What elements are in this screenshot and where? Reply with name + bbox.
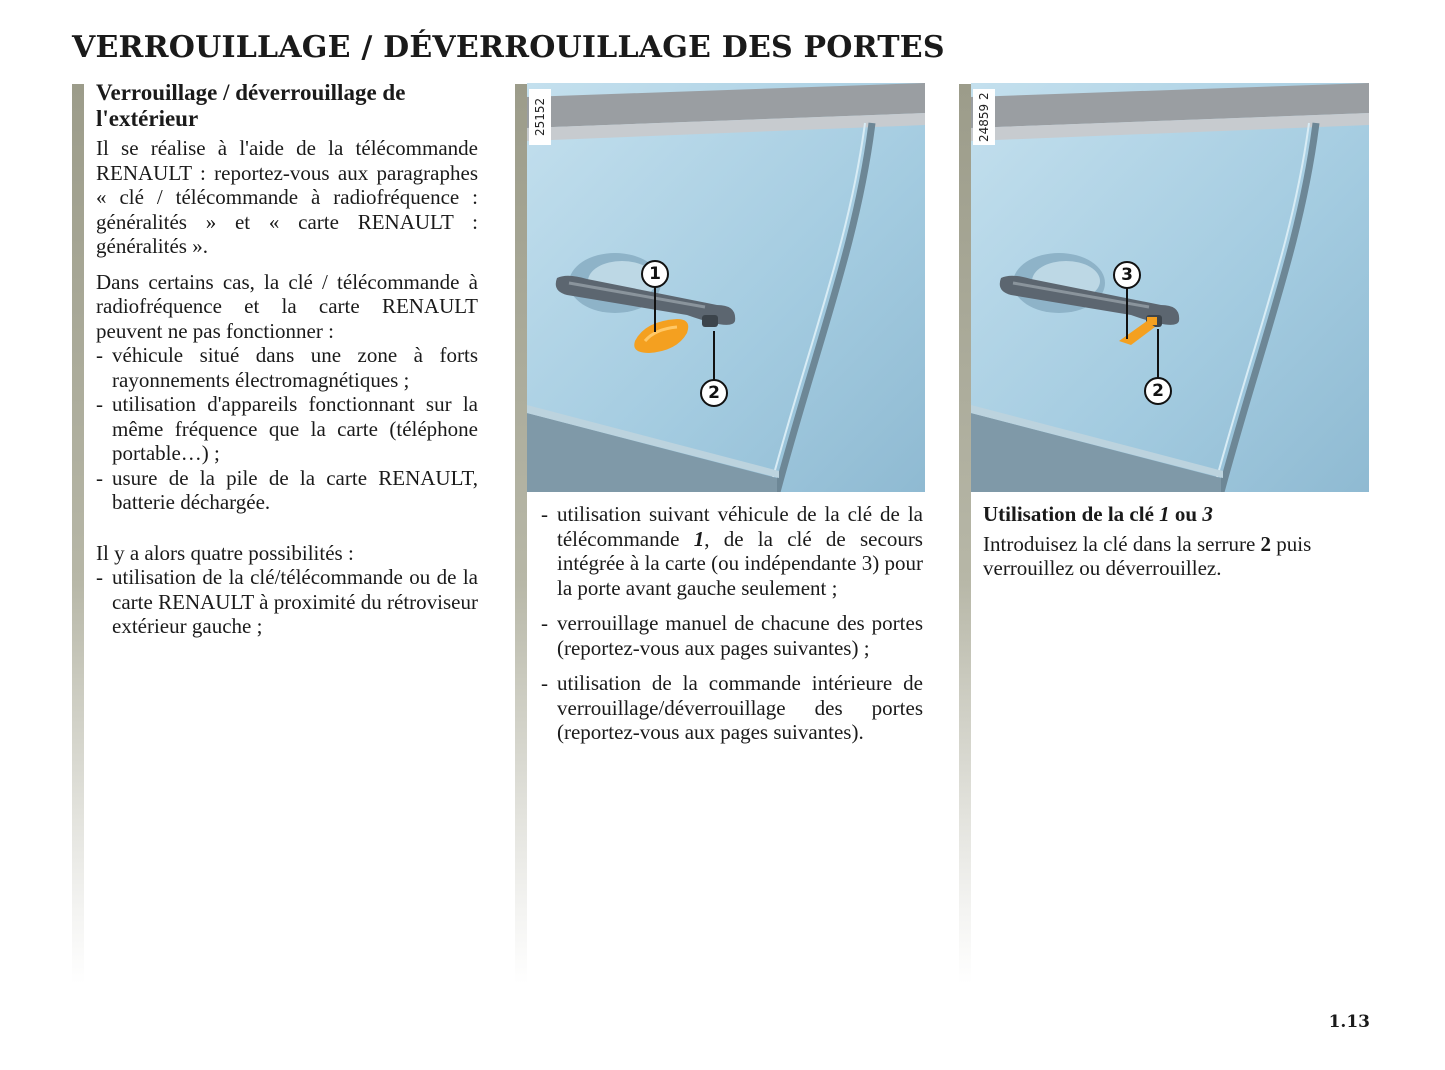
column-1-bar: [72, 84, 84, 984]
column-2: [541, 502, 923, 745]
heading-text: Utilisation de la clé: [983, 502, 1160, 526]
callout-2: 2: [1144, 377, 1172, 405]
key-usage-heading: [983, 502, 1365, 527]
key-number: 1: [693, 526, 705, 551]
callout-1: 1: [641, 260, 669, 288]
callout-2: 2: [700, 379, 728, 407]
list-item: - usure de la pile de la carte RENAULT, batterie déchargée.: [96, 466, 478, 515]
car-door-illustration: [971, 83, 1369, 492]
list-item: - verrouillage manuel de chacune des portes (reportez-vous aux pages suivantes) ;: [541, 611, 923, 660]
column-3: [983, 502, 1365, 581]
page-number: 1.13: [1328, 1012, 1370, 1032]
lock-number: 2: [1260, 531, 1272, 556]
list-item-text: , de la clé de secours intégrée à la carte (ou indépendante 3) pour la porte avant gauche seulement ;: [557, 526, 923, 600]
list-item: - utilisation d'appareils fonctionnant sur la même fréquence que la carte (téléphone portable…) ;: [96, 392, 478, 466]
page-title: VERROUILLAGE / DÉVERROUILLAGE DES PORTES: [72, 30, 945, 65]
list-item: [541, 502, 923, 600]
callout-leader: [1157, 329, 1159, 379]
instruction-text: Introduisez la clé dans la serrure: [983, 531, 1261, 556]
intro-paragraph: Il se réalise à l'aide de la télécommande RENAULT : reportez-vous aux paragraphes « clé / télécommande à radiofréquence : généralités » et « carte RENAULT : généralités ».: [96, 136, 478, 258]
callout-leader: [1126, 287, 1128, 339]
cases-paragraph: Dans certains cas, la clé / télécommande à radiofréquence et la carte RENAULT peuvent ne pas fonctionner :: [96, 269, 478, 343]
figure-code: 24859 2: [973, 89, 995, 145]
door-handle-illustration-2: [971, 83, 1369, 492]
list-item: - utilisation de la clé/télécommande ou de la carte RENAULT à proximité du rétroviseur extérieur gauche ;: [96, 565, 478, 639]
possibilities-list: [96, 565, 478, 639]
list-item: - utilisation de la commande intérieure de verrouillage/déverrouillage des portes (reportez-vous aux pages suivantes).: [541, 671, 923, 745]
heading-text: ou: [1169, 502, 1203, 526]
column-3-bar: [959, 84, 971, 984]
column-2-bar: [515, 84, 527, 984]
possibilities-paragraph: Il y a alors quatre possibilités :: [96, 540, 354, 565]
callout-leader: [713, 331, 715, 381]
instruction-text: puis verrouillez ou déverrouillez.: [983, 531, 1312, 580]
callout-leader: [654, 286, 656, 332]
section-heading: Verrouillage / déverrouillage de l'extérieur: [96, 80, 406, 131]
key-number: 1: [1159, 502, 1170, 526]
column-1: [96, 80, 478, 639]
possibilities-list-continued: [541, 502, 923, 745]
key-usage-text: [983, 532, 1365, 581]
failure-causes-list: [96, 343, 478, 515]
list-item: - véhicule situé dans une zone à forts rayonnements électromagnétiques ;: [96, 343, 478, 392]
list-item-text: utilisation suivant véhicule de la clé de la télécommande: [557, 502, 923, 551]
door-handle-illustration-1: [527, 83, 925, 492]
figure-code: 25152: [529, 89, 551, 145]
car-door-illustration: [527, 83, 925, 492]
key-number: 3: [1202, 502, 1213, 526]
callout-3: 3: [1113, 261, 1141, 289]
